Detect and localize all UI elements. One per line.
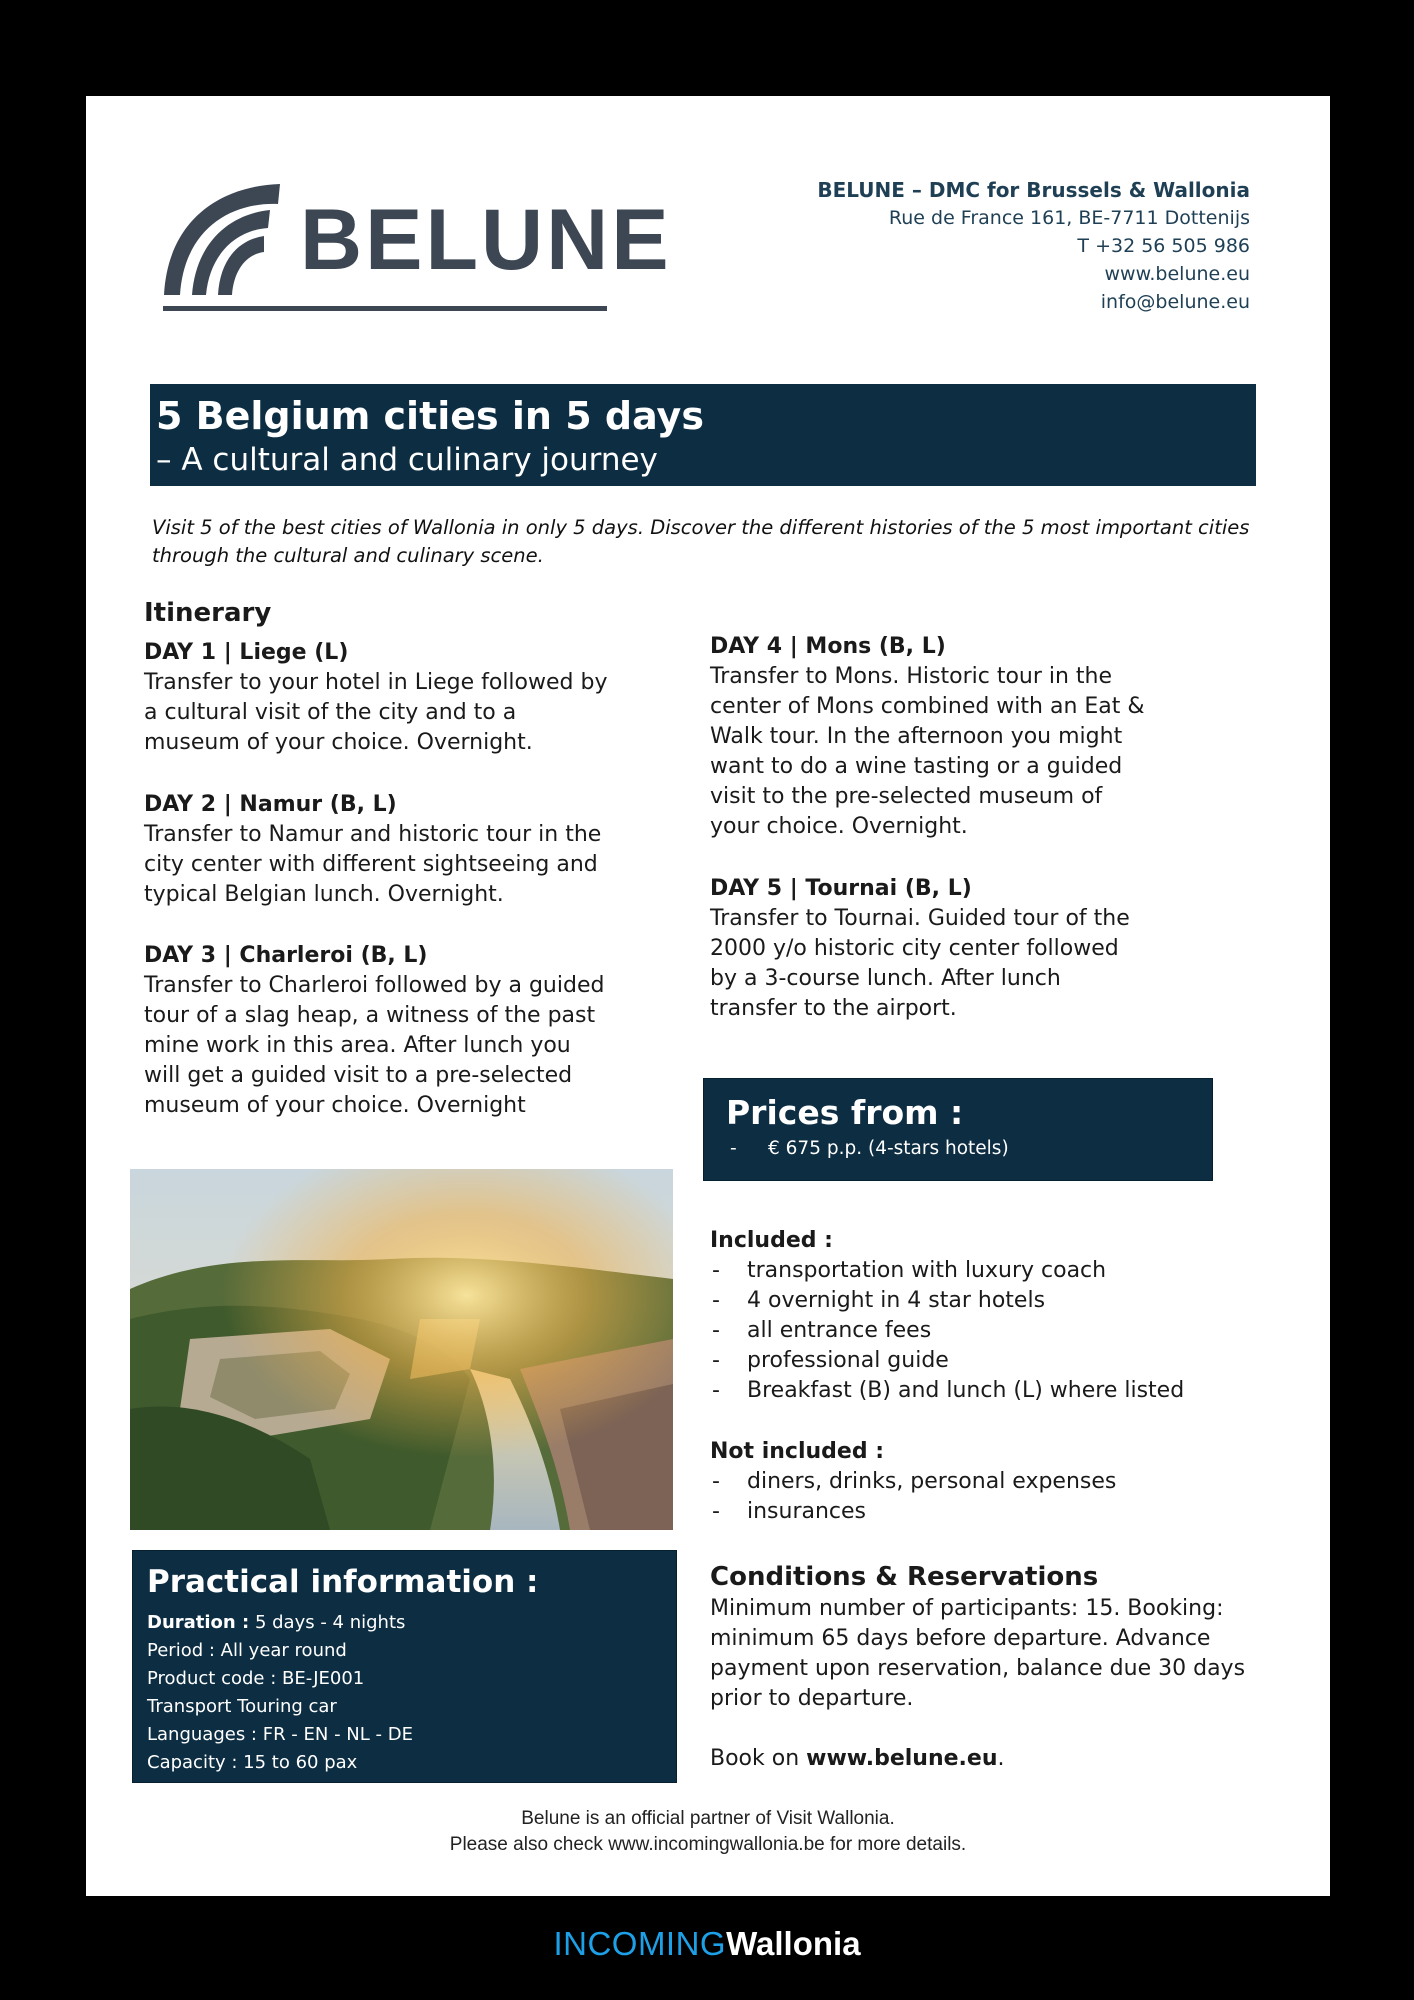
list-dash: -: [712, 1469, 720, 1494]
belune-logo: [160, 180, 672, 320]
belune-swoosh-icon: [160, 180, 300, 310]
not-included-section: [710, 1437, 1116, 1527]
list-item: - diners, drinks, personal expenses: [710, 1467, 1116, 1497]
logo-wordmark: BELUNE: [300, 192, 672, 288]
capacity: Capacity : 15 to 60 pax: [147, 1752, 358, 1773]
day-title: DAY 5 | Tournai (B, L): [710, 876, 972, 901]
brand-incoming: INCOMING: [553, 1925, 727, 1962]
day-description: Transfer to your hotel in Liege followed by a cultural visit of the city and to a museum of your choice. Overnight.: [144, 670, 608, 755]
period: Period : All year round: [147, 1640, 347, 1661]
city-aerial-photo: [130, 1169, 673, 1530]
included-title: Included :: [710, 1228, 833, 1253]
list-dash: -: [712, 1499, 720, 1524]
duration-value: 5 days - 4 nights: [254, 1612, 406, 1633]
price-value: € 675 p.p. (4-stars hotels): [768, 1138, 1009, 1159]
address: Rue de France 161, BE-7711 Dottenijs: [888, 207, 1250, 229]
duration-label: Duration :: [147, 1612, 250, 1633]
brand-wallonia: Wallonia: [726, 1925, 861, 1962]
list-item: - transportation with luxury coach: [710, 1256, 1184, 1286]
prices-box: [703, 1078, 1213, 1181]
footer-line-2: Please also check www.incomingwallonia.be for more details.: [449, 1834, 967, 1855]
languages: Languages : FR - EN - NL - DE: [147, 1724, 413, 1745]
company-name: BELUNE – DMC for Brussels & Wallonia: [817, 178, 1250, 202]
list-item: - Breakfast (B) and lunch (L) where listed: [710, 1376, 1184, 1406]
list-item: - professional guide: [710, 1346, 1184, 1376]
practical-info-title: Practical information :: [147, 1564, 539, 1600]
booking-link[interactable]: www.belune.eu: [806, 1746, 998, 1771]
conditions-title: Conditions & Reservations: [710, 1562, 1099, 1592]
phone: T +32 56 505 986: [1077, 235, 1250, 257]
day-4: [710, 632, 1150, 842]
price-line: [726, 1135, 1190, 1163]
footer-line-1: Belune is an official partner of Visit Wallonia.: [521, 1808, 895, 1829]
title-banner: [150, 384, 1256, 486]
list-dash: -: [712, 1348, 720, 1373]
product-code: Product code : BE-JE001: [147, 1668, 365, 1689]
not-included-title: Not included :: [710, 1439, 885, 1464]
conditions-text: Minimum number of participants: 15. Booking: minimum 65 days before departure. Advance payment upon reservation, balance due 30 days prior to departure.: [710, 1596, 1246, 1711]
duration: [147, 1609, 662, 1637]
list-dash: -: [712, 1378, 720, 1403]
price-dash: -: [730, 1138, 737, 1159]
email-link[interactable]: info@belune.eu: [1100, 291, 1250, 313]
day-3: [144, 941, 614, 1121]
prices-title: Prices from :: [726, 1093, 964, 1132]
day-title: DAY 3 | Charleroi (B, L): [144, 943, 428, 968]
day-description: Transfer to Tournai. Guided tour of the 2000 y/o historic city center followed by a 3-course lunch. After lunch transfer to the airport.: [710, 906, 1130, 1021]
intro-text: Visit 5 of the best cities of Wallonia in only 5 days. Discover the different histories of the 5 most important cities through the cultural and culinary scene.: [152, 516, 1250, 567]
list-dash: -: [712, 1318, 720, 1343]
list-dash: -: [712, 1258, 720, 1283]
page-subtitle: – A cultural and culinary journey: [156, 442, 658, 478]
day-title: DAY 1 | Liege (L): [144, 640, 349, 665]
day-description: Transfer to Charleroi followed by a guided tour of a slag heap, a witness of the past mine work in this area. After lunch you will get a guided visit to a pre-selected museum of your choice. Overnight: [144, 973, 605, 1118]
booking-line: Book on www.belune.eu.: [710, 1746, 1005, 1771]
list-item: - insurances: [710, 1497, 1116, 1527]
day-title: DAY 4 | Mons (B, L): [710, 634, 946, 659]
day-5: [710, 874, 1140, 1024]
list-item: - all entrance fees: [710, 1316, 1184, 1346]
itinerary-heading: Itinerary: [144, 598, 272, 628]
day-1: [144, 638, 614, 758]
day-description: Transfer to Namur and historic tour in the city center with different sightseeing and typical Belgian lunch. Overnight.: [144, 822, 602, 907]
page-title: 5 Belgium cities in 5 days: [156, 394, 704, 438]
practical-info-box: [132, 1550, 677, 1783]
list-item: - 4 overnight in 4 star hotels: [710, 1286, 1184, 1316]
logo-underline: [163, 306, 607, 311]
website-link[interactable]: www.belune.eu: [1104, 263, 1250, 285]
included-section: [710, 1226, 1184, 1406]
footer-note: [86, 1806, 1330, 1858]
day-2: [144, 790, 634, 910]
incoming-wallonia-logo: [0, 1923, 1414, 1965]
day-description: Transfer to Mons. Historic tour in the center of Mons combined with an Eat & Walk tour. In the afternoon you might want to do a wine tasting or a guided visit to the pre-selected museum of your choice. Overnight.: [710, 664, 1145, 839]
list-dash: -: [712, 1288, 720, 1313]
transport: Transport Touring car: [147, 1696, 337, 1717]
contact-block: [817, 176, 1250, 316]
conditions-section: [710, 1560, 1270, 1774]
day-title: DAY 2 | Namur (B, L): [144, 792, 397, 817]
